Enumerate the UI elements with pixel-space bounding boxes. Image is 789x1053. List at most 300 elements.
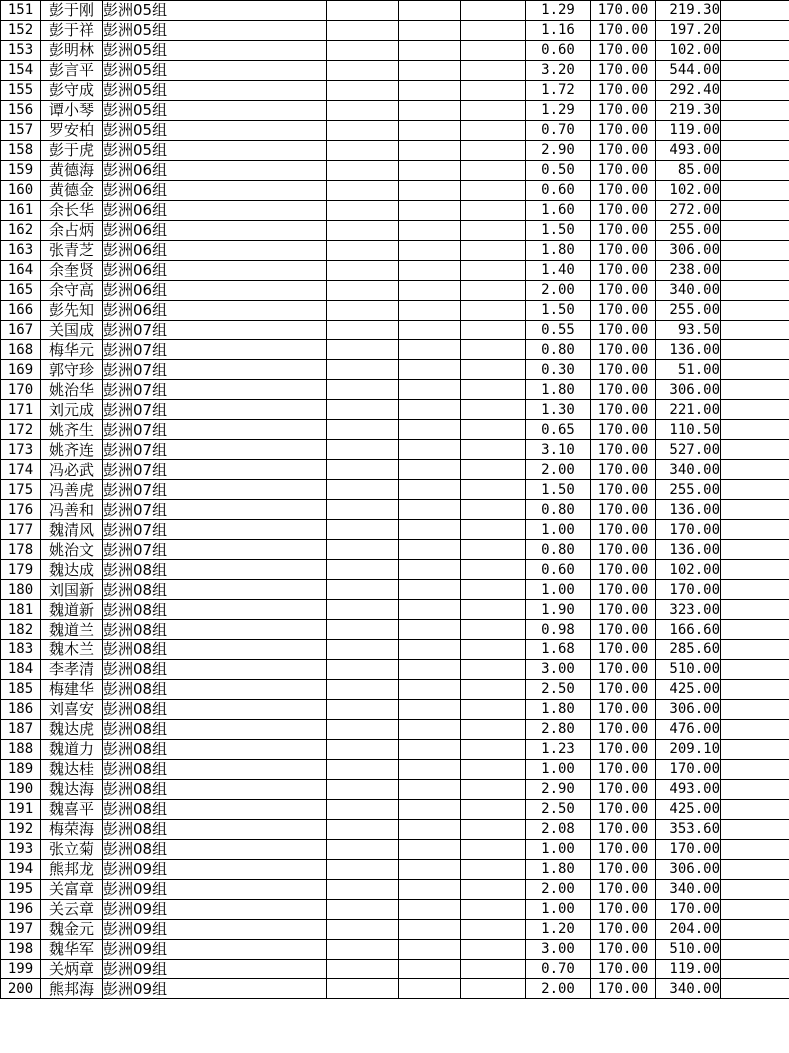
group-cell: 彭洲05组 (103, 100, 327, 120)
empty-cell (399, 819, 461, 839)
table-row (1, 779, 789, 799)
empty-cell (721, 280, 789, 300)
empty-cell (399, 400, 461, 420)
price-cell: 170.00 (591, 580, 656, 600)
area-cell: 2.00 (526, 460, 591, 480)
empty-cell (721, 140, 789, 160)
empty-cell (461, 799, 526, 819)
price-cell: 170.00 (591, 40, 656, 60)
empty-cell (461, 120, 526, 140)
name-cell: 魏金元 (41, 919, 103, 939)
group-cell: 彭洲07组 (103, 440, 327, 460)
area-cell: 0.60 (526, 40, 591, 60)
price-cell: 170.00 (591, 939, 656, 959)
empty-cell (461, 759, 526, 779)
area-cell: 1.00 (526, 520, 591, 540)
table-row (1, 799, 789, 819)
group-cell: 彭洲08组 (103, 640, 327, 660)
empty-cell (721, 200, 789, 220)
empty-cell (399, 979, 461, 999)
price-cell: 170.00 (591, 20, 656, 40)
empty-cell (327, 819, 399, 839)
name-cell: 魏华军 (41, 939, 103, 959)
name-cell: 关云章 (41, 899, 103, 919)
empty-cell (721, 659, 789, 679)
group-cell: 彭洲09组 (103, 959, 327, 979)
table-row (1, 899, 789, 919)
row-number: 163 (1, 240, 41, 260)
table-row (1, 440, 789, 460)
amount-cell: 102.00 (656, 180, 721, 200)
row-number: 191 (1, 799, 41, 819)
empty-cell (721, 919, 789, 939)
price-cell: 170.00 (591, 360, 656, 380)
amount-cell: 197.20 (656, 20, 721, 40)
area-cell: 2.00 (526, 280, 591, 300)
group-cell: 彭洲08组 (103, 739, 327, 759)
area-cell: 3.10 (526, 440, 591, 460)
empty-cell (399, 699, 461, 719)
empty-cell (327, 620, 399, 640)
empty-cell (461, 819, 526, 839)
empty-cell (399, 380, 461, 400)
amount-cell: 102.00 (656, 560, 721, 580)
row-number: 152 (1, 20, 41, 40)
empty-cell (721, 899, 789, 919)
table-row (1, 180, 789, 200)
empty-cell (327, 220, 399, 240)
price-cell: 170.00 (591, 959, 656, 979)
group-cell: 彭洲05组 (103, 40, 327, 60)
empty-cell (721, 320, 789, 340)
area-cell: 1.00 (526, 839, 591, 859)
name-cell: 熊邦海 (41, 979, 103, 999)
price-cell: 170.00 (591, 80, 656, 100)
empty-cell (461, 80, 526, 100)
empty-cell (399, 140, 461, 160)
group-cell: 彭洲07组 (103, 340, 327, 360)
amount-cell: 493.00 (656, 140, 721, 160)
empty-cell (327, 260, 399, 280)
empty-cell (721, 80, 789, 100)
area-cell: 3.20 (526, 60, 591, 80)
empty-cell (327, 659, 399, 679)
empty-cell (399, 420, 461, 440)
empty-cell (399, 659, 461, 679)
area-cell: 1.72 (526, 80, 591, 100)
amount-cell: 306.00 (656, 240, 721, 260)
price-cell: 170.00 (591, 440, 656, 460)
empty-cell (721, 380, 789, 400)
name-cell: 梅建华 (41, 679, 103, 699)
table-body (1, 1, 789, 999)
empty-cell (461, 460, 526, 480)
empty-cell (461, 160, 526, 180)
name-cell: 魏木兰 (41, 640, 103, 660)
row-number: 199 (1, 959, 41, 979)
empty-cell (327, 180, 399, 200)
amount-cell: 272.00 (656, 200, 721, 220)
name-cell: 魏道新 (41, 600, 103, 620)
empty-cell (327, 40, 399, 60)
empty-cell (461, 360, 526, 380)
row-number: 165 (1, 280, 41, 300)
amount-cell: 510.00 (656, 659, 721, 679)
empty-cell (461, 979, 526, 999)
amount-cell: 170.00 (656, 759, 721, 779)
table-row (1, 839, 789, 859)
empty-cell (327, 400, 399, 420)
price-cell: 170.00 (591, 899, 656, 919)
empty-cell (327, 460, 399, 480)
name-cell: 姚齐连 (41, 440, 103, 460)
empty-cell (461, 20, 526, 40)
empty-cell (399, 60, 461, 80)
empty-cell (461, 560, 526, 580)
name-cell: 彭言平 (41, 60, 103, 80)
empty-cell (461, 260, 526, 280)
area-cell: 0.55 (526, 320, 591, 340)
empty-cell (721, 400, 789, 420)
amount-cell: 221.00 (656, 400, 721, 420)
name-cell: 彭明林 (41, 40, 103, 60)
area-cell: 1.80 (526, 859, 591, 879)
amount-cell: 51.00 (656, 360, 721, 380)
empty-cell (327, 80, 399, 100)
empty-cell (399, 240, 461, 260)
empty-cell (327, 640, 399, 660)
area-cell: 2.00 (526, 979, 591, 999)
empty-cell (399, 620, 461, 640)
name-cell: 冯必武 (41, 460, 103, 480)
empty-cell (327, 979, 399, 999)
empty-cell (399, 280, 461, 300)
price-cell: 170.00 (591, 460, 656, 480)
price-cell: 170.00 (591, 620, 656, 640)
row-number: 198 (1, 939, 41, 959)
row-number: 162 (1, 220, 41, 240)
area-cell: 0.65 (526, 420, 591, 440)
group-cell: 彭洲06组 (103, 240, 327, 260)
table-row (1, 819, 789, 839)
empty-cell (721, 879, 789, 899)
empty-cell (327, 779, 399, 799)
table-row (1, 580, 789, 600)
empty-cell (721, 60, 789, 80)
empty-cell (461, 939, 526, 959)
amount-cell: 204.00 (656, 919, 721, 939)
row-number: 153 (1, 40, 41, 60)
name-cell: 余守高 (41, 280, 103, 300)
group-cell: 彭洲09组 (103, 979, 327, 999)
area-cell: 2.80 (526, 719, 591, 739)
empty-cell (399, 739, 461, 759)
empty-cell (721, 480, 789, 500)
empty-cell (461, 60, 526, 80)
empty-cell (461, 220, 526, 240)
price-cell: 170.00 (591, 260, 656, 280)
row-number: 157 (1, 120, 41, 140)
group-cell: 彭洲09组 (103, 879, 327, 899)
group-cell: 彭洲08组 (103, 580, 327, 600)
row-number: 195 (1, 879, 41, 899)
empty-cell (399, 480, 461, 500)
price-cell: 170.00 (591, 1, 656, 21)
amount-cell: 544.00 (656, 60, 721, 80)
row-number: 189 (1, 759, 41, 779)
empty-cell (327, 560, 399, 580)
empty-cell (721, 739, 789, 759)
amount-cell: 85.00 (656, 160, 721, 180)
amount-cell: 170.00 (656, 899, 721, 919)
empty-cell (721, 540, 789, 560)
name-cell: 李孝清 (41, 659, 103, 679)
empty-cell (327, 959, 399, 979)
empty-cell (721, 520, 789, 540)
price-cell: 170.00 (591, 160, 656, 180)
empty-cell (327, 899, 399, 919)
empty-cell (721, 420, 789, 440)
name-cell: 罗安柏 (41, 120, 103, 140)
amount-cell: 136.00 (656, 500, 721, 520)
amount-cell: 493.00 (656, 779, 721, 799)
group-cell: 彭洲09组 (103, 939, 327, 959)
empty-cell (461, 839, 526, 859)
empty-cell (327, 140, 399, 160)
group-cell: 彭洲05组 (103, 140, 327, 160)
empty-cell (327, 719, 399, 739)
row-number: 176 (1, 500, 41, 520)
area-cell: 1.80 (526, 699, 591, 719)
row-number: 172 (1, 420, 41, 440)
empty-cell (721, 580, 789, 600)
row-number: 182 (1, 620, 41, 640)
row-number: 171 (1, 400, 41, 420)
area-cell: 1.16 (526, 20, 591, 40)
empty-cell (327, 440, 399, 460)
name-cell: 关富章 (41, 879, 103, 899)
price-cell: 170.00 (591, 100, 656, 120)
table-row (1, 60, 789, 80)
amount-cell: 119.00 (656, 959, 721, 979)
empty-cell (327, 679, 399, 699)
empty-cell (721, 500, 789, 520)
empty-cell (399, 180, 461, 200)
area-cell: 1.00 (526, 759, 591, 779)
empty-cell (461, 420, 526, 440)
area-cell: 0.98 (526, 620, 591, 640)
row-number: 183 (1, 640, 41, 660)
price-cell: 170.00 (591, 719, 656, 739)
area-cell: 1.30 (526, 400, 591, 420)
empty-cell (721, 1, 789, 21)
row-number: 197 (1, 919, 41, 939)
area-cell: 0.70 (526, 120, 591, 140)
group-cell: 彭洲05组 (103, 120, 327, 140)
name-cell: 梅华元 (41, 340, 103, 360)
amount-cell: 238.00 (656, 260, 721, 280)
empty-cell (461, 659, 526, 679)
group-cell: 彭洲06组 (103, 300, 327, 320)
area-cell: 3.00 (526, 939, 591, 959)
table-row (1, 40, 789, 60)
area-cell: 0.60 (526, 560, 591, 580)
amount-cell: 425.00 (656, 679, 721, 699)
row-number: 156 (1, 100, 41, 120)
empty-cell (327, 919, 399, 939)
empty-cell (327, 540, 399, 560)
table-row (1, 260, 789, 280)
empty-cell (721, 120, 789, 140)
empty-cell (721, 180, 789, 200)
table-row (1, 640, 789, 660)
table-row (1, 540, 789, 560)
name-cell: 魏达海 (41, 779, 103, 799)
table-row (1, 120, 789, 140)
row-number: 166 (1, 300, 41, 320)
amount-cell: 209.10 (656, 739, 721, 759)
empty-cell (461, 320, 526, 340)
area-cell: 2.50 (526, 679, 591, 699)
price-cell: 170.00 (591, 220, 656, 240)
empty-cell (461, 300, 526, 320)
empty-cell (399, 260, 461, 280)
amount-cell: 306.00 (656, 859, 721, 879)
name-cell: 魏达虎 (41, 719, 103, 739)
row-number: 179 (1, 560, 41, 580)
empty-cell (399, 440, 461, 460)
row-number: 151 (1, 1, 41, 21)
area-cell: 1.00 (526, 899, 591, 919)
amount-cell: 170.00 (656, 839, 721, 859)
price-cell: 170.00 (591, 400, 656, 420)
table-row (1, 759, 789, 779)
empty-cell (399, 799, 461, 819)
empty-cell (327, 839, 399, 859)
empty-cell (327, 759, 399, 779)
name-cell: 张青芝 (41, 240, 103, 260)
amount-cell: 340.00 (656, 979, 721, 999)
empty-cell (399, 320, 461, 340)
table-row (1, 739, 789, 759)
area-cell: 1.80 (526, 380, 591, 400)
amount-cell: 119.00 (656, 120, 721, 140)
row-number: 186 (1, 699, 41, 719)
name-cell: 关炳章 (41, 959, 103, 979)
amount-cell: 340.00 (656, 280, 721, 300)
table-row (1, 520, 789, 540)
amount-cell: 255.00 (656, 220, 721, 240)
row-number: 192 (1, 819, 41, 839)
amount-cell: 110.50 (656, 420, 721, 440)
name-cell: 刘国新 (41, 580, 103, 600)
name-cell: 郭守珍 (41, 360, 103, 380)
amount-cell: 219.30 (656, 100, 721, 120)
amount-cell: 93.50 (656, 320, 721, 340)
empty-cell (721, 160, 789, 180)
row-number: 164 (1, 260, 41, 280)
empty-cell (399, 839, 461, 859)
group-cell: 彭洲05组 (103, 80, 327, 100)
empty-cell (399, 100, 461, 120)
area-cell: 1.29 (526, 100, 591, 120)
row-number: 168 (1, 340, 41, 360)
table-row (1, 620, 789, 640)
area-cell: 0.60 (526, 180, 591, 200)
empty-cell (461, 1, 526, 21)
empty-cell (399, 919, 461, 939)
area-cell: 0.80 (526, 340, 591, 360)
area-cell: 0.50 (526, 160, 591, 180)
empty-cell (399, 879, 461, 899)
group-cell: 彭洲09组 (103, 859, 327, 879)
price-cell: 170.00 (591, 799, 656, 819)
name-cell: 姚治文 (41, 540, 103, 560)
price-cell: 170.00 (591, 640, 656, 660)
area-cell: 1.60 (526, 200, 591, 220)
empty-cell (327, 60, 399, 80)
table-row (1, 500, 789, 520)
empty-cell (721, 460, 789, 480)
price-cell: 170.00 (591, 60, 656, 80)
amount-cell: 102.00 (656, 40, 721, 60)
area-cell: 1.80 (526, 240, 591, 260)
empty-cell (399, 540, 461, 560)
empty-cell (327, 100, 399, 120)
empty-cell (399, 40, 461, 60)
table-row (1, 719, 789, 739)
empty-cell (461, 200, 526, 220)
group-cell: 彭洲07组 (103, 400, 327, 420)
amount-cell: 340.00 (656, 460, 721, 480)
area-cell: 1.68 (526, 640, 591, 660)
row-number: 193 (1, 839, 41, 859)
group-cell: 彭洲07组 (103, 500, 327, 520)
group-cell: 彭洲07组 (103, 540, 327, 560)
name-cell: 彭于虎 (41, 140, 103, 160)
row-number: 190 (1, 779, 41, 799)
empty-cell (399, 520, 461, 540)
amount-cell: 323.00 (656, 600, 721, 620)
empty-cell (327, 699, 399, 719)
empty-cell (461, 100, 526, 120)
area-cell: 2.50 (526, 799, 591, 819)
empty-cell (721, 939, 789, 959)
price-cell: 170.00 (591, 420, 656, 440)
row-number: 184 (1, 659, 41, 679)
group-cell: 彭洲07组 (103, 480, 327, 500)
row-number: 167 (1, 320, 41, 340)
row-number: 180 (1, 580, 41, 600)
area-cell: 2.00 (526, 879, 591, 899)
amount-cell: 306.00 (656, 380, 721, 400)
empty-cell (399, 20, 461, 40)
area-cell: 1.90 (526, 600, 591, 620)
row-number: 169 (1, 360, 41, 380)
price-cell: 170.00 (591, 520, 656, 540)
empty-cell (721, 839, 789, 859)
table-row (1, 560, 789, 580)
area-cell: 3.00 (526, 659, 591, 679)
amount-cell: 285.60 (656, 640, 721, 660)
empty-cell (327, 879, 399, 899)
name-cell: 黄德海 (41, 160, 103, 180)
group-cell: 彭洲06组 (103, 220, 327, 240)
table-row (1, 160, 789, 180)
empty-cell (399, 959, 461, 979)
empty-cell (399, 779, 461, 799)
empty-cell (721, 979, 789, 999)
